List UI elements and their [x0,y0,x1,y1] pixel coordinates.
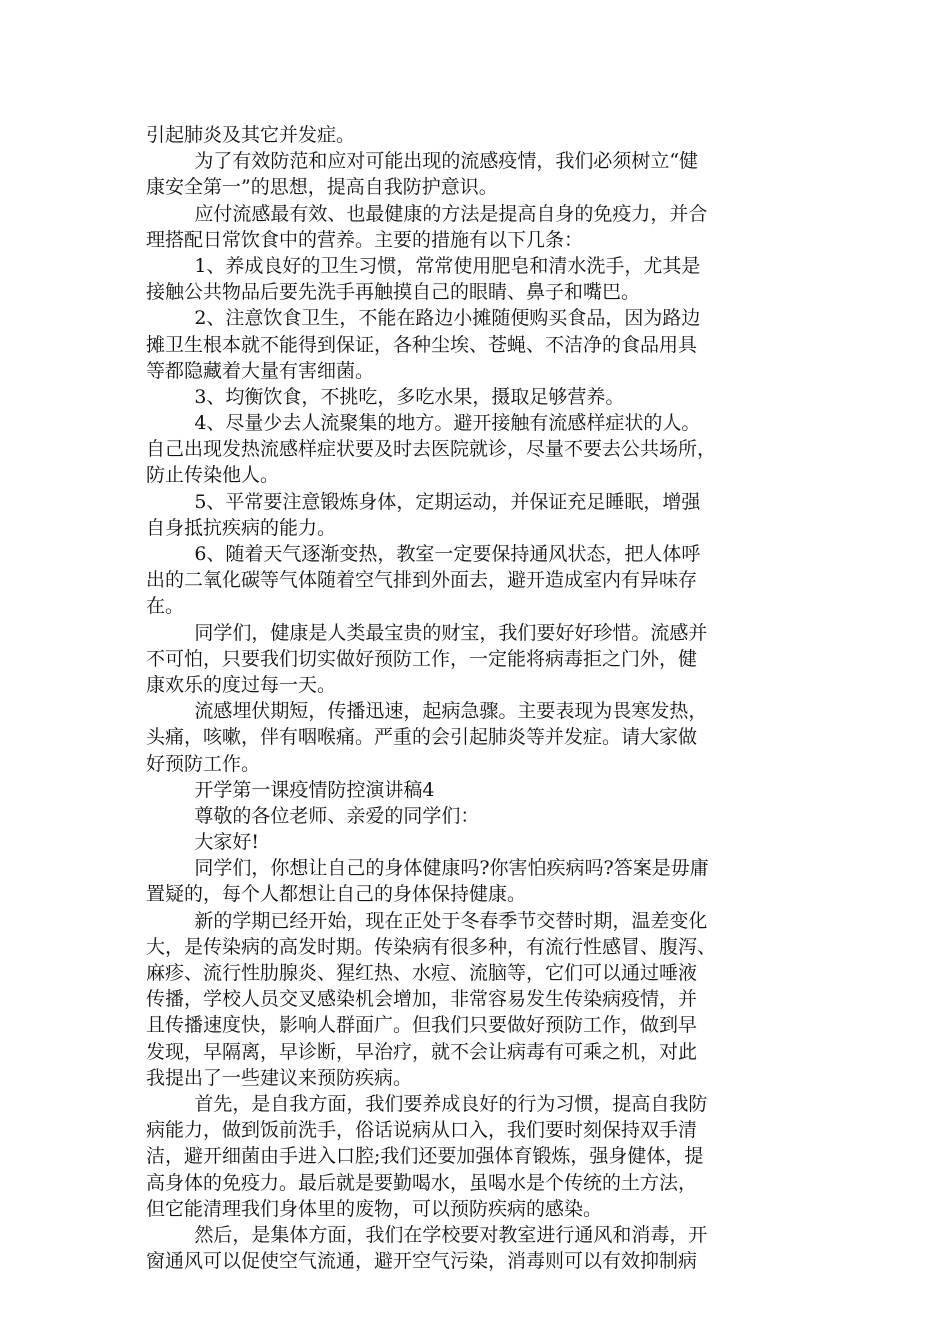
text-line: 开学第一课疫情防控演讲稿4 [146,778,435,801]
text-line: 麻疹、流行性肋腺炎、猩红热、水痘、流脑等，它们可以通过唾液 [146,962,698,984]
text-line: 康安全第一”的思想，提高自我防护意识。 [146,176,498,199]
text-line: 同学们，健康是人类最宝贵的财宝，我们要好好珍惜。流感并 [146,621,708,644]
text-line: 头痛，咳嗽，伴有咽喉痛。严重的会引起肺炎等并发症。请大家做 [146,726,698,749]
text-line: 3、均衡饮食，不挑吃，多吃水果，摄取足够营养。 [146,385,625,408]
text-line: 6、随着天气逐渐变热，教室一定要保持通风状态，把人体呼 [146,543,701,565]
text-line: 传播，学校人员交叉感染机会增加，非常容易发生传染病疫情，并 [146,988,698,1011]
text-line: 好预防工作。 [146,752,261,775]
text-line: 接触公共物品后要先洗手再触摸自己的眼睛、鼻子和嘴巴。 [146,281,641,304]
text-line: 在。 [146,595,185,618]
text-line: 防止传染他人。 [146,464,280,487]
text-line: 我提出了一些建议来预防疾病。 [146,1066,413,1089]
text-line: 同学们，你想让自己的身体健康吗?你害怕疾病吗?答案是毋庸 [146,857,709,880]
text-line: 且传播速度快，影响人群面广。但我们只要做好预防工作，做到早 [146,1014,698,1037]
text-line: 为了有效防范和应对可能出现的流感疫情，我们必须树立“健 [146,150,699,173]
text-line: 新的学期已经开始，现在正处于冬春季节交替时期，温差变化 [146,909,708,932]
text-line: 然后，是集体方面，我们在学校要对教室进行通风和消毒，开 [146,1223,708,1246]
text-line: 引起肺炎及其它并发症。 [146,124,356,146]
text-line: 出的二氧化碳等气体随着空气排到外面去，避开造成室内有异味存 [146,569,698,592]
text-line: 4、尽量少去人流聚集的地方。避开接触有流感样症状的人。 [146,412,701,435]
text-line: 摊卫生根本就不能得到保证，各种尘埃、苍蝇、不洁净的食品用具 [146,333,698,356]
text-line: 等都隐藏着大量有害细菌。 [146,359,375,382]
text-line: 5、平常要注意锻炼身体，定期运动，并保证充足睡眠，增强 [146,490,701,513]
text-line: 理搭配日常饮食中的营养。主要的措施有以下几条： [146,228,584,251]
text-line: 康欢乐的度过每一天。 [146,673,337,696]
text-line: 1、养成良好的卫生习惯，常常使用肥皂和清水洗手，尤其是 [146,254,701,277]
text-line: 流感埋伏期短，传播迅速，起病急骤。主要表现为畏寒发热， [146,700,708,723]
text-line: 应付流感最有效、也最健康的方法是提高自身的免疫力，并合 [146,202,708,225]
document-body [146,122,808,1274]
text-line: 但它能清理我们身体里的废物，可以预防疾病的感染。 [146,1197,603,1220]
text-line: 自己出现发热流感样症状要及时去医院就诊，尽量不要去公共场所， [146,438,717,461]
text-line: 大，是传染病的高发时期。传染病有很多种，有流行性感冒、腹泻、 [146,935,717,958]
text-line: 高身体的免疫力。最后就是要勤喝水，虽喝水是个传统的土方法， [146,1171,698,1194]
text-line: 不可怕，只要我们切实做好预防工作，一定能将病毒拒之门外，健 [146,647,698,670]
text-line: 首先，是自我方面，我们要养成良好的行为习惯，提高自我防 [146,1092,708,1115]
text-line: 2、注意饮食卫生，不能在路边小摊随便购买食品，因为路边 [146,307,701,330]
text-line: 洁，避开细菌由手进入口腔;我们还要加强体育锻炼，强身健体，提 [146,1145,704,1168]
text-line: 窗通风可以促使空气流通，避开空气污染，消毒则可以有效抑制病 [146,1250,698,1273]
text-line: 病能力，做到饭前洗手，俗话说病从口入，我们要时刻保持双手清 [146,1119,698,1142]
text-line: 置疑的，每个人都想让自己的身体保持健康。 [146,883,527,906]
text-line: 自身抵抗疾病的能力。 [146,516,337,539]
text-line: 尊敬的各位老师、亲爱的同学们： [146,804,480,827]
text-line: 大家好! [146,831,259,854]
text-line: 发现，早隔离，早诊断，早治疗，就不会让病毒有可乘之机，对此 [146,1040,698,1063]
